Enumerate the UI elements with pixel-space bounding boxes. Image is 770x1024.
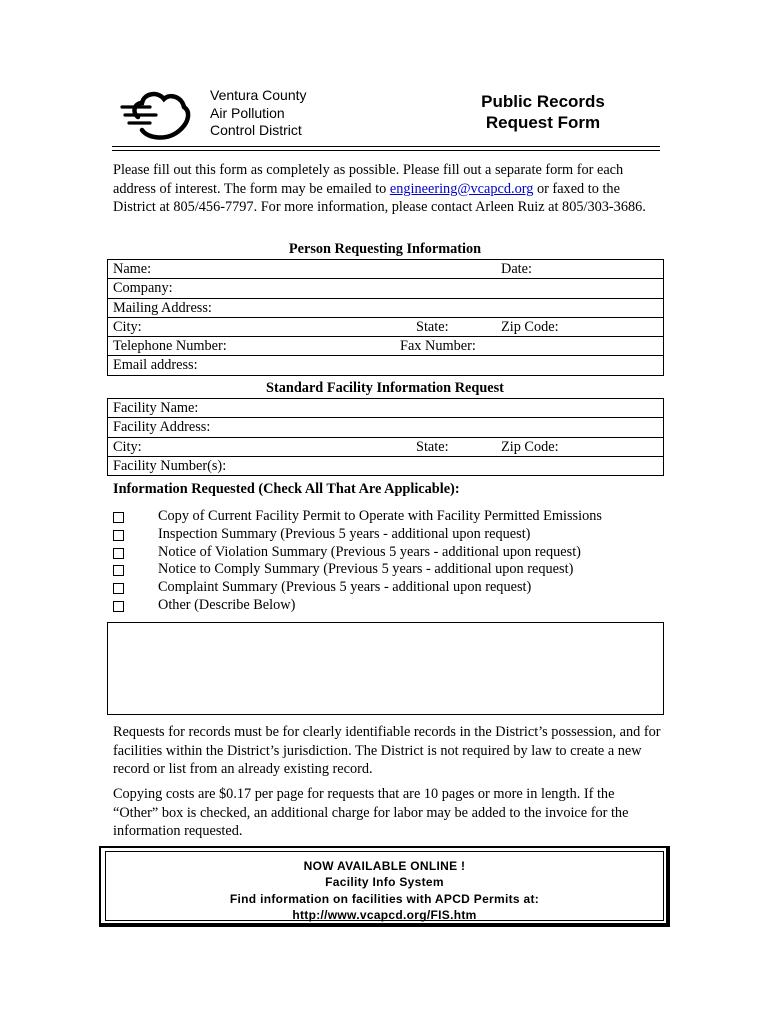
intro-text-before: Please fill out this form as completely as possible. Please fill out a separate form for each address of interest. The form may be emailed to [113, 162, 624, 197]
mailing-address-label: Mailing Address: [113, 299, 212, 316]
city-label: City: [113, 318, 142, 335]
facility-state-label: State: [416, 438, 449, 455]
check-item-inspection [113, 526, 673, 544]
state-label: State: [416, 318, 449, 335]
check-item-permit [113, 508, 673, 526]
other-label: Other (Describe Below) [158, 596, 296, 613]
form-title-line-1: Public Records [481, 92, 605, 111]
info-requested-heading: Information Requested (Check All That Are Applicable): [113, 481, 460, 497]
inspection-checkbox[interactable] [113, 530, 124, 541]
facility-number-row[interactable] [108, 457, 663, 475]
other-description-box[interactable] [107, 622, 664, 715]
agency-line-3: Control District [210, 122, 302, 138]
zip-code-label: Zip Code: [501, 318, 559, 335]
violation-label: Notice of Violation Summary (Previous 5 years - additional upon request) [158, 543, 581, 560]
requester-table [107, 259, 664, 376]
info-requested-checklist [113, 508, 673, 615]
facility-number-label: Facility Number(s): [113, 457, 227, 474]
email-link[interactable]: engineering@vcapcd.org [389, 180, 534, 197]
facility-address-row[interactable] [108, 418, 663, 437]
mailing-address-row[interactable] [108, 299, 663, 318]
inspection-label: Inspection Summary (Previous 5 years - additional upon request) [158, 525, 531, 542]
header-divider [112, 146, 660, 151]
complaint-label: Complaint Summary (Previous 5 years - additional upon request) [158, 579, 532, 596]
agency-line-2: Air Pollution [210, 104, 285, 121]
check-item-complaint [113, 579, 673, 597]
permit-label: Copy of Current Facility Permit to Operate with Facility Permitted Emissions [158, 508, 602, 524]
comply-label: Notice to Comply Summary (Previous 5 years - additional upon request) [158, 561, 574, 578]
intro-text-after: or faxed to the District at 805/456-7797. For more information, please contact Arleen Ruiz at 805/303-3686. [113, 180, 646, 215]
comply-checkbox[interactable] [113, 565, 124, 576]
city-row[interactable] [108, 318, 663, 337]
form-title [455, 92, 631, 133]
company-label: Company: [113, 280, 173, 297]
email-address-label: Email address: [113, 357, 198, 374]
name-label: Name: [113, 261, 152, 277]
facility-section-title: Standard Facility Information Request [266, 380, 504, 396]
apcd-logo-icon [120, 85, 196, 141]
intro-paragraph [113, 161, 661, 217]
check-item-other [113, 597, 673, 615]
online-line-1: NOW AVAILABLE ONLINE ! [303, 859, 466, 873]
facility-zip-label: Zip Code: [501, 438, 559, 455]
permit-checkbox[interactable] [113, 512, 124, 523]
agency-name [210, 87, 307, 140]
other-checkbox[interactable] [113, 601, 124, 612]
form-title-line-2: Request Form [485, 112, 601, 132]
facility-city-label: City: [113, 438, 142, 455]
check-item-violation [113, 544, 673, 562]
violation-checkbox[interactable] [113, 548, 124, 559]
company-row[interactable] [108, 279, 663, 298]
online-line-3: Find information on facilities with APCD Permits at: [229, 891, 540, 906]
online-notice-inner [105, 851, 664, 921]
date-label: Date: [501, 261, 532, 277]
fis-link[interactable]: http://www.vcapcd.org/FIS.htm [292, 907, 477, 922]
facility-table [107, 398, 664, 476]
fax-label: Fax Number: [400, 338, 476, 355]
check-item-comply [113, 561, 673, 579]
email-row[interactable] [108, 356, 663, 374]
agency-line-1: Ventura County [210, 87, 307, 103]
requester-section-title: Person Requesting Information [288, 241, 482, 257]
phone-row[interactable] [108, 337, 663, 356]
online-line-2: Facility Info System [325, 875, 444, 890]
facility-name-label: Facility Name: [113, 400, 199, 416]
online-notice-box [99, 846, 670, 927]
facility-city-row[interactable] [108, 438, 663, 457]
telephone-label: Telephone Number: [113, 338, 227, 355]
facility-address-label: Facility Address: [113, 419, 211, 436]
name-row[interactable] [108, 260, 663, 279]
facility-name-row[interactable] [108, 399, 663, 418]
records-note: Requests for records must be for clearly identifiable records in the District’s possession, and for facilities within the District’s jurisdiction. The District is not required by law to create a new record or list from an already existing record. [113, 724, 661, 777]
costs-note: Copying costs are $0.17 per page for requests that are 10 pages or more in length. If the “Other” box is checked, an additional charge for labor may be added to the invoice for the information requested. [113, 786, 629, 839]
complaint-checkbox[interactable] [113, 583, 124, 594]
